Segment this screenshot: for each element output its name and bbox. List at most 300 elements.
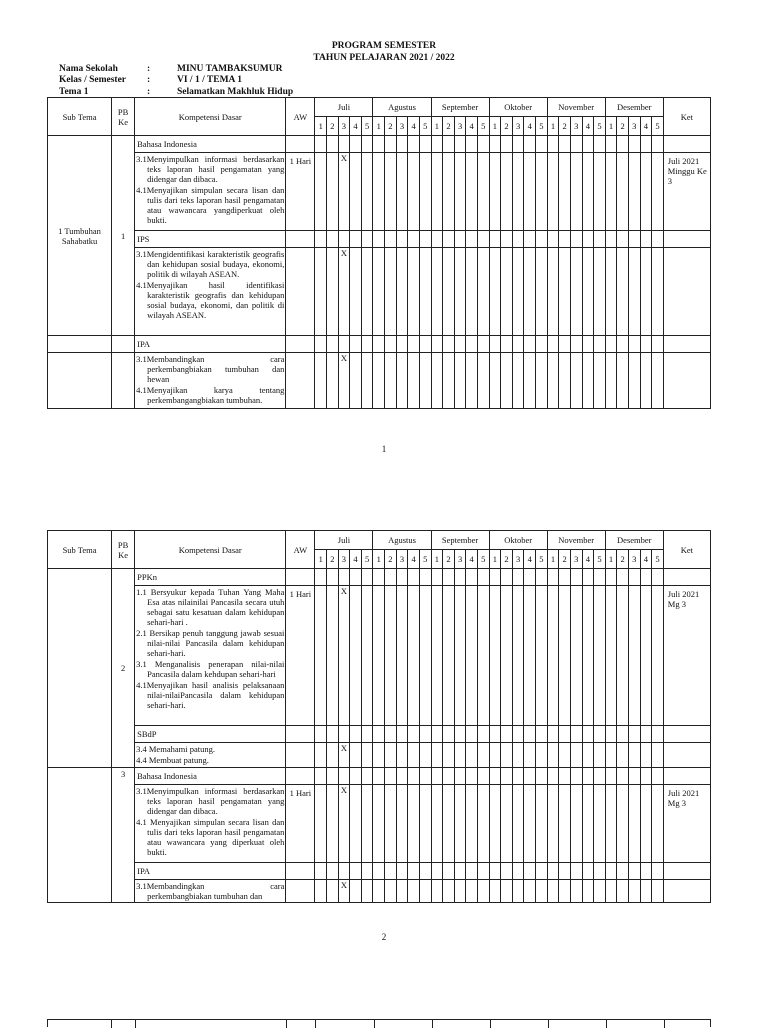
schedule-cell — [594, 231, 606, 248]
schedule-cell — [385, 726, 397, 743]
schedule-cell — [547, 248, 559, 336]
header-sub-tema: Sub Tema — [48, 531, 112, 569]
schedule-cell — [582, 569, 594, 586]
schedule-cell — [477, 153, 489, 231]
schedule-cell — [536, 785, 548, 863]
schedule-cell — [396, 569, 408, 586]
header-week: 2 — [617, 550, 629, 569]
schedule-cell — [652, 743, 664, 768]
schedule-cell — [605, 726, 617, 743]
schedule-cell — [350, 248, 362, 336]
kd-item: 1.1 Bersyukur kepada Tuhan Yang Maha Esa atas nilainilai Pancasila secara utuh sebagai satu kesatuan dalam kehidupan sehari-hari . — [136, 587, 285, 627]
schedule-cell — [594, 743, 606, 768]
header-ket: Ket — [663, 531, 710, 569]
header-week: 4 — [408, 550, 420, 569]
schedule-cell — [559, 153, 571, 231]
schedule-cell — [501, 248, 513, 336]
schedule-cell — [524, 743, 536, 768]
schedule-cell — [582, 231, 594, 248]
schedule-cell — [570, 743, 582, 768]
header-week: 2 — [501, 550, 513, 569]
schedule-cell — [570, 569, 582, 586]
info-value-theme: Selamatkan Makhluk Hidup — [177, 87, 294, 97]
header-week: 1 — [373, 117, 385, 136]
schedule-cell — [373, 863, 385, 880]
schedule-cell — [350, 863, 362, 880]
schedule-cell — [501, 153, 513, 231]
schedule-cell — [373, 248, 385, 336]
schedule-cell — [466, 743, 478, 768]
kd-cell — [135, 880, 286, 903]
schedule-cell — [373, 153, 385, 231]
schedule-cell — [419, 880, 431, 903]
schedule-cell — [512, 353, 524, 409]
schedule-cell — [617, 863, 629, 880]
schedule-cell — [385, 863, 397, 880]
ket-cell: Juli 2021 Mg 3 — [663, 785, 710, 863]
schedule-cell — [536, 231, 548, 248]
schedule-cell — [373, 768, 385, 785]
schedule-cell — [582, 743, 594, 768]
schedule-cell — [605, 231, 617, 248]
schedule-cell — [361, 569, 373, 586]
header-week: 3 — [570, 550, 582, 569]
schedule-cell — [419, 248, 431, 336]
schedule-cell — [350, 569, 362, 586]
schedule-cell — [466, 248, 478, 336]
header-pb-ke: PB Ke — [112, 531, 135, 569]
header-week: 5 — [419, 117, 431, 136]
schedule-cell — [501, 743, 513, 768]
schedule-cell — [396, 726, 408, 743]
aw-cell: 1 Hari — [286, 586, 315, 726]
schedule-cell — [547, 880, 559, 903]
schedule-cell — [489, 768, 501, 785]
schedule-cell — [640, 231, 652, 248]
header-week: 5 — [361, 117, 373, 136]
kd-item: 4.1Menyajikan karya tentang perkembangangbiakan tumbuhan. — [136, 385, 285, 405]
header-week: 2 — [559, 550, 571, 569]
page-number: 2 — [381, 932, 387, 942]
schedule-cell — [396, 586, 408, 726]
schedule-cell — [338, 231, 350, 248]
header-week: 1 — [315, 550, 327, 569]
schedule-cell — [477, 880, 489, 903]
schedule-cell — [628, 768, 640, 785]
schedule-cell — [419, 569, 431, 586]
schedule-cell — [385, 136, 397, 153]
kd-item: 4.1Menyajikan simpulan secara lisan dan tulis dari teks laporan hasil pengamatan atau wawancara yangdiperkuat oleh bukti. — [136, 185, 285, 225]
schedule-cell — [547, 768, 559, 785]
schedule-mark: X — [338, 785, 350, 863]
schedule-cell — [536, 353, 548, 409]
schedule-cell — [361, 880, 373, 903]
schedule-cell — [477, 768, 489, 785]
header-week: 2 — [385, 117, 397, 136]
schedule-cell — [605, 153, 617, 231]
schedule-cell — [338, 569, 350, 586]
schedule-cell — [594, 768, 606, 785]
schedule-cell — [536, 863, 548, 880]
schedule-cell — [361, 353, 373, 409]
schedule-cell — [408, 153, 420, 231]
schedule-cell — [408, 863, 420, 880]
schedule-cell — [466, 136, 478, 153]
schedule-cell — [477, 586, 489, 726]
schedule-cell — [652, 768, 664, 785]
schedule-cell — [501, 863, 513, 880]
schedule-cell — [512, 743, 524, 768]
header-month: Desember — [605, 98, 663, 117]
header-month: Desember — [605, 531, 663, 550]
schedule-cell — [617, 785, 629, 863]
schedule-cell — [628, 726, 640, 743]
schedule-cell — [350, 743, 362, 768]
schedule-cell — [582, 863, 594, 880]
schedule-cell — [652, 569, 664, 586]
kd-item: 4.1 Menyajikan simpulan secara lisan dan tulis dari teks laporan hasil pengamatan atau wawancara yang diperkuat oleh bukti. — [136, 817, 285, 857]
header-week: 4 — [466, 117, 478, 136]
schedule-cell — [640, 743, 652, 768]
schedule-cell — [361, 231, 373, 248]
schedule-cell — [477, 353, 489, 409]
aw-cell — [286, 248, 315, 336]
schedule-cell — [419, 726, 431, 743]
header-week: 3 — [396, 550, 408, 569]
schedule-cell — [512, 863, 524, 880]
schedule-cell — [605, 743, 617, 768]
schedule-cell — [547, 353, 559, 409]
schedule-cell — [617, 586, 629, 726]
ket-cell: Juli 2021 Minggu Ke 3 — [663, 153, 710, 231]
schedule-cell — [443, 743, 455, 768]
schedule-cell — [431, 726, 443, 743]
schedule-cell — [605, 586, 617, 726]
schedule-cell — [640, 248, 652, 336]
schedule-cell — [536, 248, 548, 336]
aw-cell: 1 Hari — [286, 153, 315, 231]
schedule-mark: X — [338, 586, 350, 726]
schedule-cell — [652, 863, 664, 880]
schedule-cell — [559, 353, 571, 409]
pb-cell: 2 — [112, 569, 135, 768]
schedule-cell — [327, 863, 339, 880]
schedule-cell — [628, 136, 640, 153]
schedule-cell — [559, 726, 571, 743]
header-kompetensi: Kompetensi Dasar — [135, 98, 286, 136]
schedule-cell — [559, 336, 571, 353]
schedule-cell — [408, 586, 420, 726]
ket-cell: Juli 2021 Mg 3 — [663, 586, 710, 726]
schedule-cell — [431, 231, 443, 248]
schedule-cell — [443, 336, 455, 353]
schedule-cell — [466, 880, 478, 903]
schedule-cell — [315, 353, 327, 409]
schedule-cell — [408, 569, 420, 586]
schedule-cell — [396, 880, 408, 903]
schedule-cell — [361, 586, 373, 726]
header-week: 3 — [396, 117, 408, 136]
schedule-cell — [536, 586, 548, 726]
schedule-cell — [454, 248, 466, 336]
header-week: 4 — [582, 550, 594, 569]
kd-item: 4.4 Membuat patung. — [136, 755, 209, 765]
schedule-cell — [350, 726, 362, 743]
kd-item: 3.1Mengidentifikasi karakteristik geografis dan kehidupan sosial budaya, ekonomi, politik di wilayah ASEAN. — [136, 249, 285, 279]
header-month: November — [547, 531, 605, 550]
schedule-cell — [570, 586, 582, 726]
header-week: 1 — [547, 550, 559, 569]
schedule-cell — [419, 353, 431, 409]
schedule-cell — [443, 153, 455, 231]
header-week: 4 — [524, 550, 536, 569]
schedule-cell — [373, 743, 385, 768]
schedule-cell — [338, 726, 350, 743]
schedule-cell — [559, 768, 571, 785]
header-month: Juli — [315, 98, 373, 117]
schedule-cell — [640, 153, 652, 231]
schedule-cell — [408, 248, 420, 336]
header-week: 5 — [477, 550, 489, 569]
schedule-cell — [652, 726, 664, 743]
schedule-cell — [443, 863, 455, 880]
aw-cell: 1 Hari — [286, 785, 315, 863]
schedule-cell — [547, 586, 559, 726]
schedule-cell — [443, 768, 455, 785]
schedule-cell — [524, 231, 536, 248]
schedule-cell — [396, 743, 408, 768]
schedule-cell — [605, 768, 617, 785]
schedule-cell — [466, 353, 478, 409]
schedule-cell — [315, 785, 327, 863]
header-week: 3 — [454, 550, 466, 569]
schedule-cell — [350, 353, 362, 409]
schedule-cell — [466, 153, 478, 231]
header-week: 4 — [466, 550, 478, 569]
schedule-cell — [327, 569, 339, 586]
schedule-cell — [489, 231, 501, 248]
schedule-cell — [315, 863, 327, 880]
schedule-cell — [315, 569, 327, 586]
header-week: 1 — [489, 117, 501, 136]
schedule-mark: X — [338, 248, 350, 336]
schedule-cell — [477, 136, 489, 153]
schedule-cell — [443, 231, 455, 248]
schedule-cell — [524, 768, 536, 785]
kd-cell — [135, 248, 286, 336]
schedule-cell — [512, 248, 524, 336]
schedule-cell — [652, 231, 664, 248]
schedule-cell — [594, 726, 606, 743]
header-week: 4 — [350, 117, 362, 136]
schedule-cell — [628, 880, 640, 903]
schedule-cell — [489, 136, 501, 153]
schedule-cell — [512, 785, 524, 863]
schedule-cell — [373, 231, 385, 248]
kd-item: 3.1Membandingkan cara perkembangbiakan tumbuhan dan — [136, 881, 285, 901]
schedule-cell — [605, 569, 617, 586]
aw-cell — [286, 743, 315, 768]
schedule-cell — [628, 336, 640, 353]
sub-tema-cell — [48, 336, 112, 353]
schedule-cell — [477, 231, 489, 248]
schedule-cell — [547, 231, 559, 248]
header-week: 1 — [431, 117, 443, 136]
kd-item: 4.1Menyajikan hasil identifikasi karakteristik geografis dan kehidupan sosial budaya, ekonomi, dan politik di wilayah ASEAN. — [136, 280, 285, 320]
schedule-cell — [489, 336, 501, 353]
schedule-cell — [536, 726, 548, 743]
schedule-cell — [559, 785, 571, 863]
info-label-class: Kelas / Semester — [59, 75, 127, 85]
schedule-cell — [454, 569, 466, 586]
schedule-cell — [512, 336, 524, 353]
schedule-cell — [350, 336, 362, 353]
schedule-cell — [617, 136, 629, 153]
schedule-cell — [652, 248, 664, 336]
schedule-cell — [524, 336, 536, 353]
schedule-cell — [315, 248, 327, 336]
kd-item: 3.1Menyimpulkan informasi berdasarkan teks laporan hasil pengamatan yang didengar dan dibaca. — [136, 154, 285, 184]
schedule-cell — [327, 353, 339, 409]
info-value-school: MINU TAMBAKSUMUR — [177, 64, 283, 74]
header-week: 2 — [617, 117, 629, 136]
kd-item: 3.1Menyimpulkan informasi berdasarkan teks laporan hasil pengamatan yang didengar dan dibaca. — [136, 786, 285, 816]
header-week: 2 — [327, 117, 339, 136]
schedule-cell — [315, 136, 327, 153]
schedule-cell — [582, 153, 594, 231]
page-number: 1 — [381, 444, 387, 454]
header-sub-tema: Sub Tema — [48, 98, 112, 136]
schedule-cell — [559, 586, 571, 726]
schedule-cell — [361, 863, 373, 880]
schedule-cell — [477, 569, 489, 586]
schedule-cell — [605, 880, 617, 903]
schedule-cell — [431, 136, 443, 153]
header-week: 2 — [559, 117, 571, 136]
doc-title: PROGRAM SEMESTER — [331, 41, 437, 51]
schedule-cell — [315, 726, 327, 743]
schedule-cell — [617, 153, 629, 231]
header-week: 1 — [431, 550, 443, 569]
schedule-cell — [466, 863, 478, 880]
schedule-cell — [385, 569, 397, 586]
schedule-cell — [652, 785, 664, 863]
header-ket: Ket — [663, 98, 710, 136]
schedule-cell — [489, 153, 501, 231]
schedule-cell — [570, 863, 582, 880]
schedule-cell — [431, 153, 443, 231]
schedule-cell — [454, 880, 466, 903]
header-week: 4 — [582, 117, 594, 136]
header-week: 3 — [454, 117, 466, 136]
schedule-cell — [350, 231, 362, 248]
schedule-cell — [570, 136, 582, 153]
schedule-cell — [431, 569, 443, 586]
schedule-cell — [361, 726, 373, 743]
schedule-cell — [431, 586, 443, 726]
schedule-cell — [536, 743, 548, 768]
header-week: 3 — [512, 550, 524, 569]
schedule-cell — [489, 785, 501, 863]
schedule-cell — [466, 768, 478, 785]
header-week: 4 — [640, 550, 652, 569]
schedule-cell — [628, 586, 640, 726]
schedule-cell — [419, 743, 431, 768]
header-week: 2 — [443, 117, 455, 136]
schedule-cell — [431, 768, 443, 785]
ket-cell — [663, 880, 710, 903]
header-week: 5 — [594, 117, 606, 136]
header-week: 5 — [536, 550, 548, 569]
kd-item: 3.1Membandingkan cara perkembangbiakan tumbuhan dan hewan — [136, 354, 285, 384]
header-week: 5 — [536, 117, 548, 136]
schedule-cell — [605, 136, 617, 153]
schedule-cell — [501, 569, 513, 586]
subject-name: PPKn — [135, 569, 286, 586]
schedule-cell — [570, 336, 582, 353]
schedule-cell — [373, 726, 385, 743]
schedule-cell — [512, 880, 524, 903]
header-aw: AW — [286, 98, 315, 136]
schedule-cell — [570, 880, 582, 903]
schedule-cell — [315, 336, 327, 353]
schedule-cell — [419, 231, 431, 248]
header-week: 4 — [524, 117, 536, 136]
schedule-cell — [431, 743, 443, 768]
schedule-cell — [385, 231, 397, 248]
schedule-cell — [570, 353, 582, 409]
schedule-cell — [547, 136, 559, 153]
schedule-cell — [385, 586, 397, 726]
schedule-cell — [350, 153, 362, 231]
schedule-cell — [536, 136, 548, 153]
schedule-cell — [547, 336, 559, 353]
schedule-cell — [559, 743, 571, 768]
schedule-cell — [454, 136, 466, 153]
kd-cell — [135, 353, 286, 409]
schedule-cell — [466, 569, 478, 586]
schedule-cell — [617, 743, 629, 768]
header-week: 5 — [594, 550, 606, 569]
header-month: Juli — [315, 531, 373, 550]
schedule-cell — [570, 153, 582, 231]
schedule-cell — [582, 726, 594, 743]
schedule-cell — [628, 153, 640, 231]
schedule-cell — [594, 136, 606, 153]
header-week: 4 — [350, 550, 362, 569]
schedule-cell — [594, 248, 606, 336]
subject-name: Bahasa Indonesia — [135, 136, 286, 153]
schedule-cell — [431, 336, 443, 353]
info-colon: : — [147, 75, 151, 85]
schedule-cell — [605, 248, 617, 336]
schedule-cell — [338, 768, 350, 785]
schedule-cell — [524, 880, 536, 903]
schedule-cell — [327, 336, 339, 353]
schedule-cell — [594, 569, 606, 586]
page3-table-edge — [47, 1019, 711, 1027]
schedule-cell — [477, 336, 489, 353]
schedule-cell — [640, 785, 652, 863]
schedule-cell — [547, 569, 559, 586]
semester-table-page1 — [47, 97, 711, 409]
subject-name: Bahasa Indonesia — [135, 768, 286, 785]
schedule-cell — [385, 336, 397, 353]
schedule-cell — [477, 743, 489, 768]
schedule-cell — [652, 353, 664, 409]
schedule-cell — [327, 726, 339, 743]
schedule-cell — [396, 353, 408, 409]
